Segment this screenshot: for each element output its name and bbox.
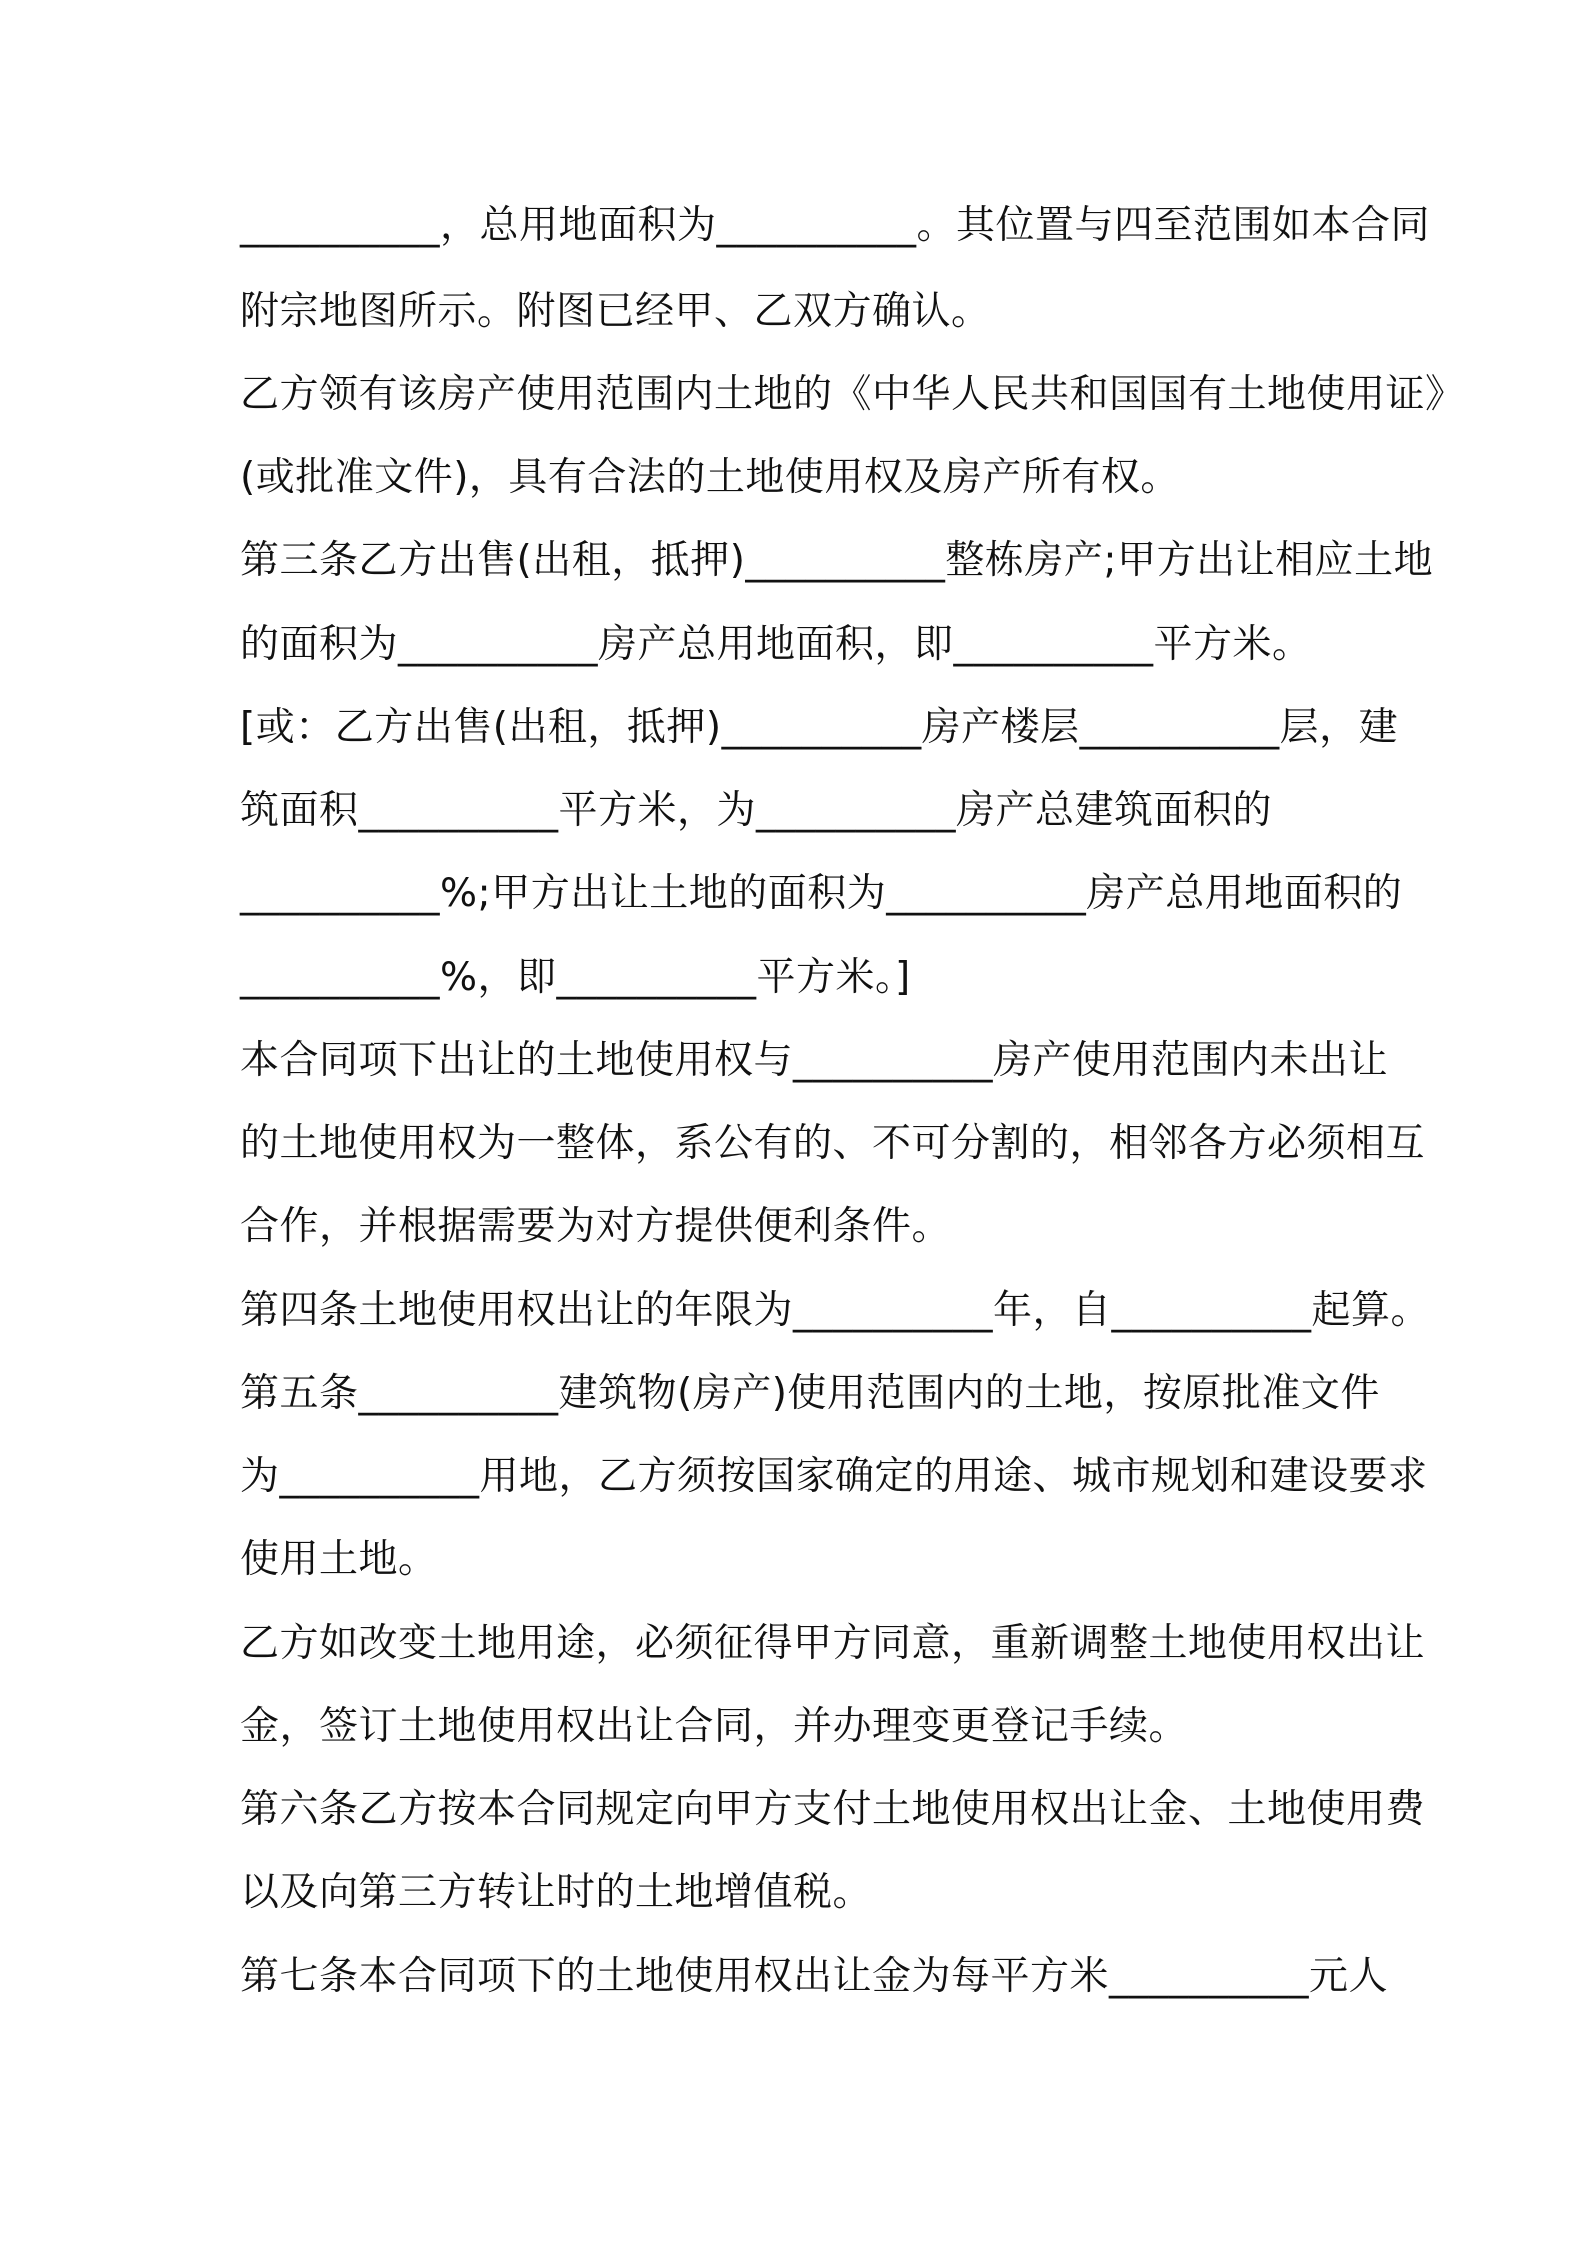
text-line-2: 附宗地图所示。附图已经甲、乙双方确认。 — [240, 289, 991, 334]
text-line-18: 乙方如改变土地用途，必须征得甲方同意，重新调整土地使用权出让 — [240, 1621, 1426, 1666]
text-line-19: 金，签订土地使用权出让合同，并办理变更登记手续。 — [240, 1704, 1189, 1749]
text-line-3: 乙方领有该房产使用范围内土地的《中华人民共和国国有土地使用证》 — [240, 372, 1465, 417]
text-line-9: __________%;甲方出让土地的面积为__________房产总用地面积的 — [240, 871, 1403, 916]
text-line-4: (或批准文件)，具有合法的土地使用权及房产所有权。 — [240, 455, 1180, 500]
text-line-22: 第七条本合同项下的土地使用权出让金为每平方米__________元人 — [240, 1954, 1389, 1999]
text-line-12: 的土地使用权为一整体，系公有的、不可分割的，相邻各方必须相互 — [240, 1121, 1426, 1166]
text-line-1: __________，总用地面积为__________。其位置与四至范围如本合同 — [240, 203, 1431, 248]
text-line-10: __________%，即__________平方米。] — [240, 955, 911, 1000]
text-line-14: 第四条土地使用权出让的年限为__________年，自__________起算。 — [240, 1288, 1431, 1333]
text-line-21: 以及向第三方转让时的土地增值税。 — [240, 1870, 873, 1915]
text-line-15: 第五条__________建筑物(房产)使用范围内的土地，按原批准文件 — [240, 1371, 1380, 1416]
text-line-16: 为__________用地，乙方须按国家确定的用途、城市规划和建设要求 — [240, 1454, 1428, 1499]
text-line-7: [或：乙方出售(出租，抵押)__________房产楼层__________层，建 — [240, 705, 1399, 750]
text-line-13: 合作，并根据需要为对方提供便利条件。 — [240, 1204, 952, 1249]
text-line-6: 的面积为__________房产总用地面积，即__________平方米。 — [240, 622, 1312, 667]
text-line-11: 本合同项下出让的土地使用权与__________房产使用范围内未出让 — [240, 1038, 1389, 1083]
text-line-8: 筑面积__________平方米，为__________房产总建筑面积的 — [240, 788, 1273, 833]
text-line-5: 第三条乙方出售(出租，抵押)__________整栋房产;甲方出让相应土地 — [240, 538, 1434, 583]
text-line-20: 第六条乙方按本合同规定向甲方支付土地使用权出让金、土地使用费 — [240, 1787, 1426, 1832]
text-line-17: 使用土地。 — [240, 1537, 438, 1582]
